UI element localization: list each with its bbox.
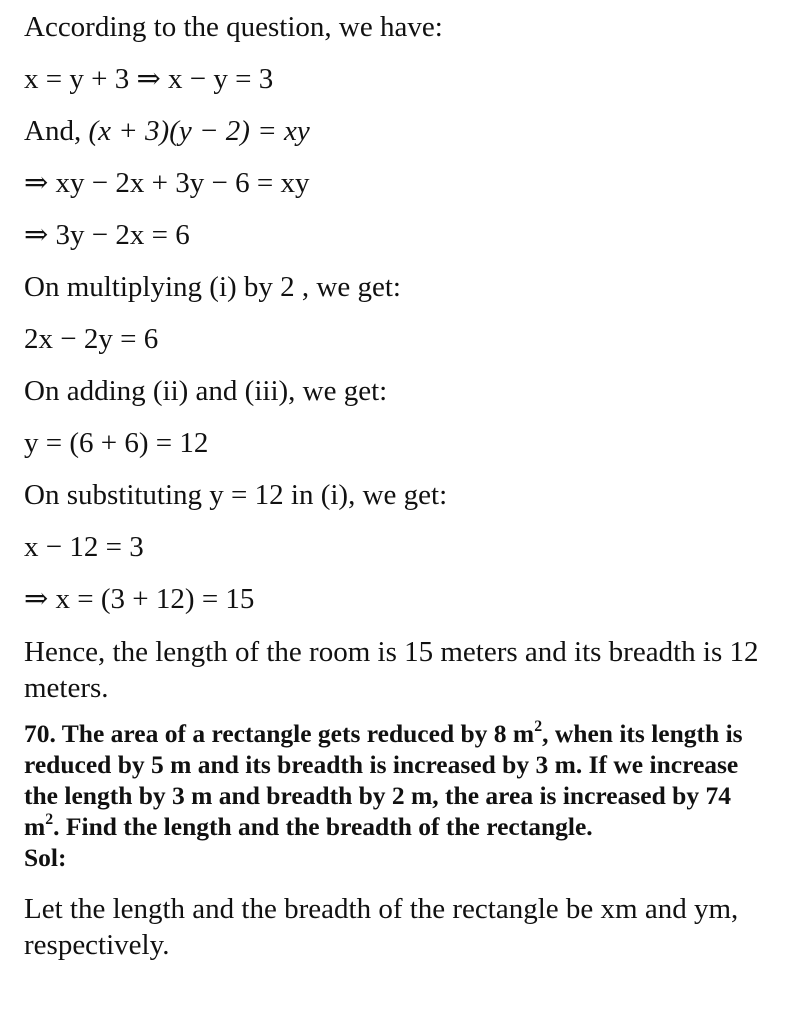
question-70-sup2: 2 — [45, 810, 54, 828]
equation-6: y = (6 + 6) = 12 — [24, 427, 209, 459]
question-70 — [24, 718, 769, 842]
conclusion-text: Hence, the length of the room is 15 meters and its breadth is 12 meters. — [24, 636, 759, 704]
equation-2-prefix: And, — [24, 115, 89, 147]
question-70-sup1: 2 — [534, 717, 543, 735]
equation-5: 2x − 2y = 6 — [24, 323, 159, 355]
question-70-part1: 70. The area of a rectangle gets reduced by 8 m — [24, 719, 535, 748]
question-70-part2: , when its length is reduced by 5 m and its breadth is increased by 3 m. If we increase the length by 3 m and breadth by 2 m, the area is increased by 74 m — [24, 719, 743, 841]
equation-2-math: (x + 3)(y − 2) = xy — [88, 115, 310, 147]
question-70-part3: . Find the length and the breadth of the rectangle. — [53, 812, 593, 841]
step-multiply: On multiplying (i) by 2 , we get: — [24, 271, 401, 303]
equation-4: ⇒ 3y − 2x = 6 — [24, 219, 190, 251]
equation-2 — [24, 114, 769, 166]
sol-label: Sol: — [24, 843, 67, 872]
equation-8: ⇒ x = (3 + 12) = 15 — [24, 583, 255, 615]
equation-1: x = y + 3 ⇒ x − y = 3 — [24, 63, 274, 95]
sol-text: Let the length and the breadth of the rectangle be xm and ym, respectively. — [24, 893, 739, 961]
document-page — [24, 10, 769, 963]
step-adding: On adding (ii) and (iii), we get: — [24, 375, 388, 407]
step-substituting: On substituting y = 12 in (i), we get: — [24, 479, 448, 511]
intro-text: According to the question, we have: — [24, 11, 443, 43]
equation-7: x − 12 = 3 — [24, 531, 144, 563]
equation-3: ⇒ xy − 2x + 3y − 6 = xy — [24, 167, 310, 199]
